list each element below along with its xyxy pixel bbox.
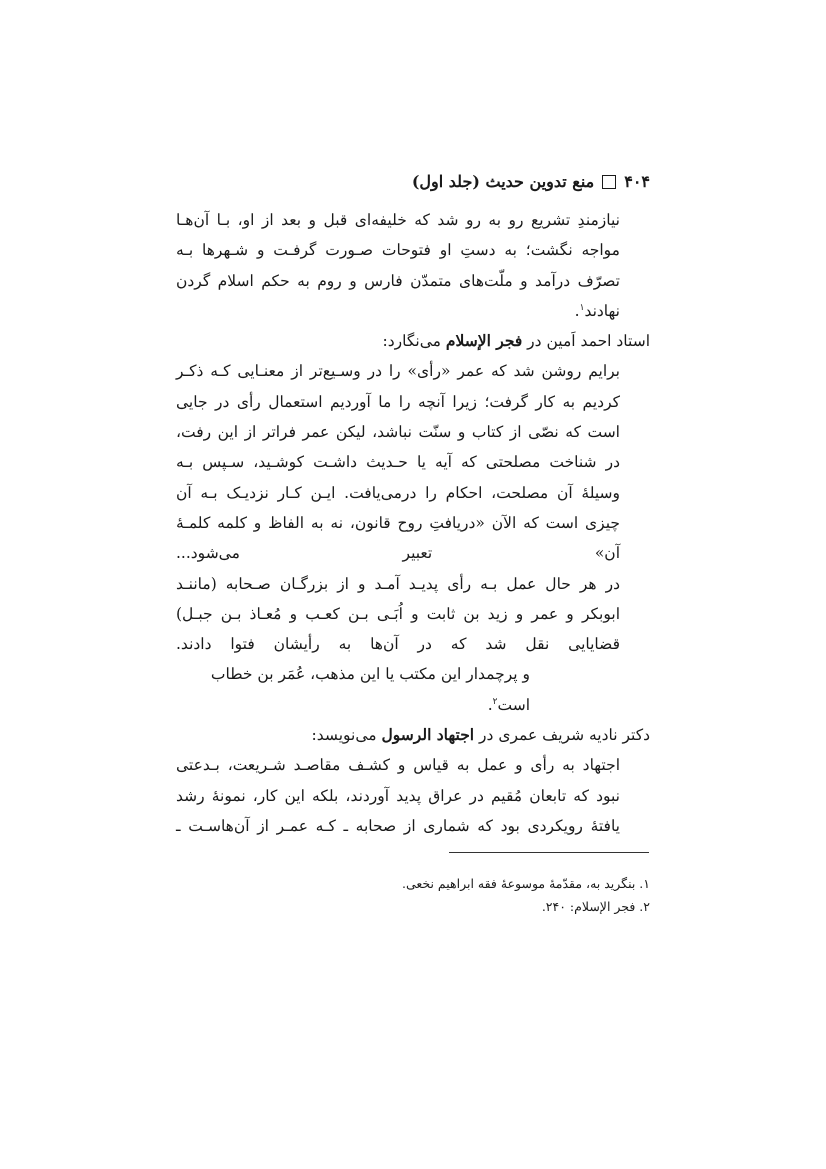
text-line: کردیم به کار گرفت؛ زیرا آنچه را ما آوردیم استعمال رأی در جایی <box>176 392 620 411</box>
intro-post: می‌نگارد: <box>382 332 446 351</box>
text-line: نبود که تابعان مُقیم در عراق پدید آوردند، بلکه این کار، نمونهٔ رشد <box>176 786 620 805</box>
text-line: یافتهٔ رویکردی بود که شماری از صحابه ـ کـه عمـر از آن‌هاسـت ـ <box>176 816 620 835</box>
text-line: برایم روشن شد که عمر «رأی» را در وسـیع‌تر از معنـایی کـه ذکـر <box>176 362 620 381</box>
intro-post: می‌نویسد: <box>311 726 382 745</box>
intro-ahmad-amin <box>176 326 650 356</box>
text-line: اجتهاد به رأی و عمل به قیاس و کشـف مقاصـد شـریعت، بـدعتی <box>176 756 620 775</box>
text-line: تصرّف درآمد و ملّت‌های متمدّن فارس و روم به حکم اسلام گردن <box>176 271 620 290</box>
paragraph-1 <box>176 205 620 326</box>
footnote-marker: ۲ <box>492 696 498 707</box>
square-bullet-icon <box>602 175 616 189</box>
footnote-2: ۲. فجر الإسلام: ۲۴۰. <box>541 899 650 914</box>
main-text <box>176 205 650 841</box>
text-line: آن» تعبیر می‌شود... <box>176 544 620 563</box>
quote-1 <box>176 356 620 568</box>
footnote-divider <box>449 852 649 853</box>
text-fragment: نهادند <box>584 301 620 320</box>
book-title: منع تدوین حدیث (جلد اول) <box>411 172 595 191</box>
text-line: نیازمندِ تشریع رو به رو شد که خلیفه‌ای قبل و بعد از او، بـا آن‌هـا <box>176 211 620 229</box>
quote-3 <box>176 750 620 841</box>
intro-pre: دکتر نادیه شریف عمری در <box>474 726 650 745</box>
text-line: است که نصّی از کتاب و سنّت نباشد، لیکن عمر فراتر از این رفت، <box>176 423 620 442</box>
text-line: در هر حال عمل بـه رأی پدیـد آمـد و از بزرگـان صـحابه (ماننـد <box>176 574 620 593</box>
footnote-1: ۱. بنگرید به، مقدّمهٔ موسوعهٔ فقه ابراهیم نخعی. <box>401 876 650 891</box>
text-line: و پرچمدار این مکتب یا این مذهب، عُمَر بن خطاب است$^۲$. <box>210 665 530 714</box>
footnotes <box>402 872 650 918</box>
source-title: فجر الإسلام <box>445 331 523 351</box>
footnote-marker: ۱ <box>579 302 585 313</box>
text-line: چیزی است که الآن «دریافتِ روح قانون، نه به الفاظ و کلمه کلمـهٔ <box>176 513 620 532</box>
source-title: اجتهاد الرسول <box>381 725 475 745</box>
quote-2 <box>176 569 620 720</box>
intro-pre: استاد احمد اَمین در <box>522 332 650 351</box>
text-line: نهادند$^۱$. <box>574 301 620 320</box>
text-line: مواجه نگشت؛ به دستِ او فتوحات صـورت گرفـت و شـهرها بـه <box>176 241 620 260</box>
text-line: در شناخت مصلحتی که آیه یا حـدیث داشـت کوشـید، سـپس بـه <box>176 453 620 472</box>
text-line: قضایایی نقل شد که در آن‌ها به رأیشان فتوا دادند. <box>176 635 620 654</box>
text-line: ابوبکر و عمر و زید بن ثابت و اُبَـی بـن کعـب و مُعـاذ بـن جبـل) <box>176 604 620 623</box>
text-line: وسیلهٔ آن مصلحت، احکام را درمی‌یافت. ایـن کـار نزدیـک بـه آن <box>176 483 620 502</box>
text-fragment: و پرچمدار این مکتب یا این مذهب، عُمَر بن خطاب است <box>210 665 530 714</box>
intro-nadia-omari <box>176 720 650 750</box>
page-number: ۴۰۴ <box>624 172 650 191</box>
running-header <box>412 172 650 191</box>
